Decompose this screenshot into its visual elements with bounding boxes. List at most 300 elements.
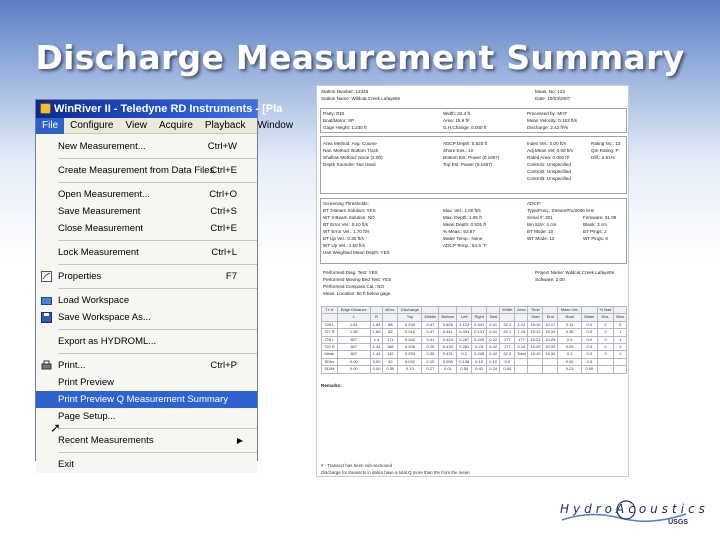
- table-cell: 0.41: [422, 336, 439, 343]
- table-subheader-row: [322, 314, 627, 321]
- menu-item-label: Properties: [58, 271, 102, 282]
- table-cell: 177: [500, 336, 515, 343]
- adcp-type-freq: Type/Freq.: StreamPro/2000 kHz: [527, 208, 595, 213]
- measurement-summary-report: [316, 85, 629, 477]
- table-cell: 726 L: [322, 321, 338, 328]
- table-cell: 10:25: [543, 336, 558, 343]
- adcp-serial: Serial #: 301: [527, 215, 553, 220]
- menu-playback[interactable]: Playback: [204, 120, 246, 131]
- table-cell: [614, 366, 627, 373]
- depth-sounder: Depth Sounder: Not Used: [323, 162, 376, 167]
- meas-date: Date: 10/03/2007: [535, 96, 571, 101]
- table-cell: [457, 307, 472, 314]
- adj-mean-vel: Adj.Mean Vel: 0.00 ft/s: [527, 148, 573, 153]
- table-cell: 0.00: [500, 366, 515, 373]
- adcp-depth: ADCP Depth: 0.820 ft: [443, 141, 488, 146]
- table-cell: 32.1: [500, 329, 515, 336]
- menu-separator: [58, 264, 257, 265]
- table-cell: 42: [383, 358, 398, 365]
- table-cell: 32.1: [500, 321, 515, 328]
- table-cell: 0.23: [472, 343, 487, 350]
- adcp-label: ADCP:: [527, 201, 542, 206]
- table-cell: 1: [614, 329, 627, 336]
- table-cell: 0.245: [472, 351, 487, 358]
- printer-icon: [41, 360, 52, 371]
- table-cell: Width: [500, 307, 515, 314]
- table-cell: Bins: [614, 314, 627, 321]
- footnote-subsectioned: # - Transect has been sub-sectioned: [321, 463, 393, 468]
- table-cell: 0.10: [472, 358, 487, 365]
- table-cell: 0.10: [422, 358, 439, 365]
- table-cell: [383, 314, 398, 321]
- table-cell: [614, 307, 627, 314]
- bt-error-vel: BT Error Vel.: 0.10 ft/s: [323, 222, 369, 227]
- table-row: [322, 336, 627, 343]
- menu-item-shortcut: Ctrl+O: [209, 189, 237, 200]
- wt-error-vel: WT Error Vel.: 1.70 ft/s: [323, 229, 370, 234]
- table-cell: 168: [383, 343, 398, 350]
- table-cell: 15:19: [543, 329, 558, 336]
- table-cell: 2.9: [558, 336, 582, 343]
- menu-item-print-preview-q-summary[interactable]: [36, 391, 257, 408]
- menu-separator: [58, 288, 257, 289]
- menu-separator: [58, 240, 257, 241]
- table-cell: Top: [398, 314, 422, 321]
- menu-acquire[interactable]: Acquire: [158, 120, 193, 131]
- table-cell: 0.138: [457, 358, 472, 365]
- table-cell: 0.23: [558, 366, 582, 373]
- usgs-mark: USGS: [668, 519, 688, 526]
- logo-wordmark: HydroAcoustics: [560, 502, 709, 516]
- menu-item-shortcut: Ctrl+P: [210, 360, 237, 371]
- winriver-window: [35, 99, 294, 470]
- menu-item-new-measurement[interactable]: [36, 138, 257, 155]
- table-cell: Right: [472, 314, 487, 321]
- table-cell: 1.123: [457, 321, 472, 328]
- menu-bar: [36, 118, 294, 134]
- bt-3beam: BT 3-Beam Solution: YES: [323, 208, 376, 213]
- table-cell: 1.65: [370, 329, 382, 336]
- menu-view[interactable]: View: [125, 120, 147, 131]
- table-cell: [515, 358, 528, 365]
- table-cell: 728 L: [322, 336, 338, 343]
- menu-item-create-measurement[interactable]: [36, 162, 257, 179]
- table-cell: 0.22: [487, 336, 500, 343]
- bottom-est: Bottom Est: Power (0.1667): [443, 155, 500, 160]
- rated-area: Rated Area: 0.000 ft²: [527, 155, 570, 160]
- table-cell: 0.229: [472, 336, 487, 343]
- control-1: Control1: Unspecified: [527, 162, 571, 167]
- table-cell: 0.441: [472, 321, 487, 328]
- water-temp: Water Temp.: None: [443, 236, 483, 241]
- wt-pings: WT Pings: 6: [583, 236, 608, 241]
- table-cell: 0.00: [337, 358, 370, 365]
- table-cell: 1.13: [515, 321, 528, 328]
- table-cell: 32.3: [500, 351, 515, 358]
- info-party: Party: RDI: [323, 111, 345, 116]
- table-cell: Discharge: [398, 307, 422, 314]
- table-cell: 727 R: [322, 329, 338, 336]
- rating-no: Rating No.: 13: [591, 141, 621, 146]
- table-cell: 607: [337, 343, 370, 350]
- table-row: [322, 366, 627, 373]
- menu-window[interactable]: Window: [257, 120, 294, 131]
- info-discharge: Discharge: 2.43 ft³/s: [527, 125, 569, 130]
- bt-pings: BT Pings: 2: [583, 229, 607, 234]
- table-cell: 15:10: [528, 321, 543, 328]
- table-cell: 1.44: [370, 351, 382, 358]
- menu-file[interactable]: File: [36, 118, 64, 134]
- table-row: [322, 321, 627, 328]
- table-cell: Mean: [322, 351, 338, 358]
- menu-item-label: Print...: [58, 360, 86, 371]
- table-cell: 0.431: [457, 329, 472, 336]
- table-cell: 0.54: [457, 366, 472, 373]
- info-gh-change: G.H.Change: 0.000 ft: [443, 125, 487, 130]
- info-area: Area: 15.9 ft²: [443, 118, 470, 123]
- properties-icon: [41, 271, 52, 282]
- info-gage-height: Gage Height: 1.230 ft: [323, 125, 367, 130]
- table-cell: Edge Distance: [337, 307, 370, 314]
- table-cell: [322, 314, 338, 321]
- hydroacoustics-logo: [560, 490, 709, 530]
- table-cell: 15:29: [528, 343, 543, 350]
- window-titlebar[interactable]: [36, 100, 283, 118]
- table-cell: 0.0: [582, 358, 597, 365]
- table-cell: 0.41: [487, 329, 500, 336]
- info-mean-velocity: Mean Velocity: 0.153 ft/s: [527, 118, 578, 123]
- table-cell: [439, 307, 457, 314]
- screening-block: [320, 198, 627, 264]
- compass-cal: Performed Compass Cal.: NO: [323, 284, 385, 289]
- menu-item-print[interactable]: [36, 357, 257, 374]
- menu-item-shortcut: F7: [225, 271, 237, 282]
- table-cell: SDev: [322, 358, 338, 365]
- nav-method: Nav. Method: Bottom Track: [323, 148, 379, 153]
- table-cell: Water: [582, 314, 597, 321]
- shore-ens: Shore Ens.: 10: [443, 148, 474, 153]
- max-depth: Max. Depth: 1.95 ft: [443, 215, 482, 220]
- table-cell: 171: [383, 336, 398, 343]
- table-cell: 0.01: [439, 366, 457, 373]
- menu-item-label: Exit: [58, 459, 74, 470]
- table-cell: 0.0: [582, 329, 597, 336]
- menu-item-label: Export as HYDROML...: [58, 336, 157, 347]
- table-row: [322, 358, 627, 365]
- table-cell: 0.42: [487, 343, 500, 350]
- table-cell: L: [337, 314, 370, 321]
- menu-item-shortcut: Ctrl+W: [207, 141, 237, 152]
- menu-item-close-measurement[interactable]: [36, 220, 257, 237]
- table-cell: 0.2: [457, 351, 472, 358]
- menu-item-label: Print Preview: [58, 377, 114, 388]
- table-cell: 0.41: [487, 321, 500, 328]
- menu-item-label: Close Measurement: [58, 223, 144, 234]
- weighted-mean-depth: Use Weighted Mean Depth: YES: [323, 250, 390, 255]
- table-row: [322, 351, 627, 358]
- table-cell: 0.281: [457, 343, 472, 350]
- menu-item-open-measurement[interactable]: [36, 186, 257, 203]
- table-cell: 0.826: [439, 321, 457, 328]
- table-cell: 0.00: [370, 358, 382, 365]
- table-cell: [528, 358, 543, 365]
- info-width: Width: 32.4 ft: [443, 111, 471, 116]
- menu-item-label: Save Workspace As...: [58, 312, 151, 323]
- table-cell: 0.11: [558, 321, 582, 328]
- menu-item-exit[interactable]: [36, 456, 257, 473]
- table-cell: Total: [487, 314, 500, 321]
- table-cell: 0.253: [398, 351, 422, 358]
- table-cell: 0: [597, 336, 614, 343]
- table-cell: 0.47: [422, 329, 439, 336]
- menu-item-label: New Measurement...: [58, 141, 146, 152]
- table-cell: Total: [515, 351, 528, 358]
- table-cell: 0.431: [439, 351, 457, 358]
- table-cell: 0.35: [558, 329, 582, 336]
- max-vel: Max. Vel.: 1.00 ft/s: [443, 208, 481, 213]
- screening-title: Screening Thresholds:: [323, 201, 369, 206]
- table-cell: Boat: [558, 314, 582, 321]
- window-title: WinRiver II - Teledyne RD Instruments - [Pla: [54, 103, 283, 115]
- table-cell: 0.005: [439, 358, 457, 365]
- station-number: Station Number: 12345: [321, 89, 369, 94]
- table-cell: 0: [597, 329, 614, 336]
- adcp-blank: Blank: 3 cm: [583, 222, 607, 227]
- table-cell: 0.47: [422, 321, 439, 328]
- meas-location: Meas. Location: 50 ft below gage: [323, 291, 391, 296]
- adcp-firmware: Firmware: 31.08: [583, 215, 617, 220]
- menu-item-shortcut: Ctrl+L: [211, 247, 237, 258]
- control-3: Control3: Unspecified: [527, 176, 571, 181]
- table-cell: [582, 307, 597, 314]
- table-cell: 10:17: [543, 321, 558, 328]
- table-cell: 607: [337, 351, 370, 358]
- table-cell: 0.1: [558, 351, 582, 358]
- menu-item-shortcut: Ctrl+S: [210, 206, 237, 217]
- info-block: [320, 108, 627, 133]
- table-cell: Area: [515, 307, 528, 314]
- table-cell: [543, 358, 558, 365]
- info-processed-by: Processed by: MHT: [527, 111, 568, 116]
- table-cell: 0.226: [398, 343, 422, 350]
- bt-mode: BT Mode: 10: [527, 229, 554, 234]
- meas-no: Meas. No: 123: [535, 89, 565, 94]
- table-cell: 0.0: [582, 343, 597, 350]
- table-cell: End: [543, 314, 558, 321]
- table-row: [322, 329, 627, 336]
- menu-separator: [58, 182, 257, 183]
- station-name: Station Name: Wildcat Creek Lafayette: [321, 96, 401, 101]
- table-cell: 0.24: [487, 366, 500, 373]
- menu-item-label: Create Measurement from Data Files: [58, 165, 215, 176]
- table-cell: 1.4: [370, 336, 382, 343]
- table-cell: [528, 366, 543, 373]
- table-cell: 0.00: [337, 366, 370, 373]
- method-block: [320, 136, 627, 194]
- table-cell: 0.35: [422, 351, 439, 358]
- area-method: Area Method: Avg. Course: [323, 141, 377, 146]
- table-cell: 0.41: [472, 366, 487, 373]
- footnote-italics: Discharge for transects in italics have a total Q more than 5% from the mean: [321, 470, 470, 475]
- table-row: [322, 343, 627, 350]
- table-cell: 1.44: [370, 343, 382, 350]
- diff-percent: Diff.: 2.51%: [591, 155, 615, 160]
- qm-rating: Qm Rating: P: [591, 148, 619, 153]
- control-2: Control2: Unspecified: [527, 169, 571, 174]
- table-cell: Tr. #: [322, 307, 338, 314]
- table-cell: Mean Vel.: [558, 307, 582, 314]
- table-cell: 0.267: [457, 336, 472, 343]
- table-cell: Left: [457, 314, 472, 321]
- table-cell: 0.30: [383, 366, 398, 373]
- menu-item-export-hydroml[interactable]: [36, 333, 257, 350]
- menu-separator: [58, 158, 257, 159]
- percent-meas: % Meas.: 53.87: [443, 229, 475, 234]
- table-cell: 0.0: [582, 351, 597, 358]
- table-cell: 0.0: [582, 321, 597, 328]
- table-cell: Time: [528, 307, 543, 314]
- table-cell: 0.0: [582, 336, 597, 343]
- file-menu-dropdown: [36, 134, 257, 473]
- table-cell: 0.032: [398, 358, 422, 365]
- table-cell: SD/M: [322, 366, 338, 373]
- menu-item-label: Recent Measurements: [58, 435, 154, 446]
- table-cell: Middle: [422, 314, 439, 321]
- table-cell: 1: [614, 351, 627, 358]
- software-version: Software: 2.00: [535, 277, 565, 282]
- table-cell: 0: [597, 343, 614, 350]
- table-cell: 0.09: [558, 343, 582, 350]
- menu-separator: [58, 329, 257, 330]
- table-cell: [543, 307, 558, 314]
- table-cell: 1.15: [515, 329, 528, 336]
- table-cell: 142: [383, 351, 398, 358]
- menu-item-page-setup[interactable]: [36, 408, 257, 425]
- table-cell: 0.27: [422, 366, 439, 373]
- remarks-label: Remarks:: [321, 383, 342, 388]
- moving-bed-test: Performed Moving Bed Test: YES: [323, 277, 392, 282]
- table-header-row: [322, 307, 627, 314]
- menu-separator: [58, 353, 257, 354]
- table-cell: 15:34: [543, 351, 558, 358]
- menu-item-label: Print Preview Q Measurement Summary: [58, 394, 228, 405]
- table-cell: 0: [614, 321, 627, 328]
- table-cell: [515, 366, 528, 373]
- menu-item-load-workspace[interactable]: [36, 292, 257, 309]
- top-est: Top Est: Power (0.1667): [443, 162, 493, 167]
- menu-item-lock-measurement[interactable]: [36, 244, 257, 261]
- table-cell: 88: [383, 321, 398, 328]
- table-cell: [614, 358, 627, 365]
- table-cell: [543, 366, 558, 373]
- mean-depth: Mean Depth: 0.501 ft: [443, 222, 486, 227]
- table-cell: [515, 314, 528, 321]
- table-cell: 0.0: [500, 358, 515, 365]
- index-vel: Index Vel.: 0.00 ft/s: [527, 141, 567, 146]
- table-cell: 0.316: [398, 329, 422, 336]
- table-cell: % Bad: [597, 307, 614, 314]
- table-cell: [500, 314, 515, 321]
- floppy-disk-icon: [41, 312, 52, 323]
- menu-configure[interactable]: Configure: [70, 120, 114, 131]
- menu-item-print-preview[interactable]: [36, 374, 257, 391]
- table-cell: Ens.: [597, 314, 614, 321]
- menu-item-save-workspace-as[interactable]: [36, 309, 257, 326]
- table-cell: 0.424: [439, 336, 457, 343]
- menu-separator: [58, 428, 257, 429]
- menu-item-label: Save Measurement: [58, 206, 141, 217]
- table-cell: 0.00: [370, 366, 382, 373]
- table-cell: 1: [614, 343, 627, 350]
- table-cell: 1.55: [337, 329, 370, 336]
- bt-up-vel: BT Up Vel.: 0.30 ft/s: [323, 236, 364, 241]
- table-cell: Start: [528, 314, 543, 321]
- app-icon: [40, 103, 51, 114]
- table-cell: 1.64: [370, 321, 382, 328]
- table-cell: 0.10: [487, 358, 500, 365]
- submenu-arrow-icon: ▶: [236, 436, 243, 445]
- menu-item-recent-measurements[interactable]: [36, 432, 257, 449]
- table-cell: 0.441: [439, 329, 457, 336]
- mouse-cursor-icon: ➚: [50, 420, 61, 435]
- table-cell: 0.131: [472, 329, 487, 336]
- table-cell: 1.61: [337, 321, 370, 328]
- table-cell: 15:23: [528, 336, 543, 343]
- transect-table: [321, 306, 627, 374]
- table-cell: 15:10: [528, 351, 543, 358]
- table-cell: 0.239: [398, 321, 422, 328]
- menu-item-label: Page Setup...: [58, 411, 116, 422]
- menu-item-shortcut: Ctrl+E: [210, 165, 237, 176]
- table-cell: 0: [597, 351, 614, 358]
- project-name: Project Name: Wildcat Creek Lafayette: [535, 270, 615, 275]
- adcp-bin-size: Bin Size: 4 cm: [527, 222, 557, 227]
- slide-title: Discharge Measurement Summary: [35, 38, 685, 77]
- table-cell: [597, 358, 614, 365]
- menu-item-label: Lock Measurement: [58, 247, 139, 258]
- diag-test: Performed Diag. Test: YES: [323, 270, 378, 275]
- table-cell: R: [370, 314, 382, 321]
- adcp-temp: ADCP Temp.: 64.5 °F: [443, 243, 487, 248]
- menu-item-label: Load Workspace: [58, 295, 130, 306]
- wt-up-vel: WT Up Vel.: 1.50 ft/s: [323, 243, 366, 248]
- info-boat: Boat/Motor: SP: [323, 118, 355, 123]
- table-cell: 15:33: [543, 343, 558, 350]
- menu-separator: [58, 452, 257, 453]
- table-cell: 0.13: [398, 366, 422, 373]
- table-cell: #Ens.: [383, 307, 398, 314]
- menu-item-properties[interactable]: [36, 268, 257, 285]
- folder-icon: [41, 295, 52, 306]
- menu-item-shortcut: Ctrl+E: [210, 223, 237, 234]
- table-cell: [422, 307, 439, 314]
- table-cell: 0.26: [422, 343, 439, 350]
- table-cell: Bottom: [439, 314, 457, 321]
- table-cell: 177: [515, 336, 528, 343]
- wt-3beam: WT 3-Beam Solution: NO: [323, 215, 375, 220]
- table-cell: 0.02: [558, 358, 582, 365]
- table-cell: 0.14: [515, 343, 528, 350]
- table-cell: 0.262: [398, 336, 422, 343]
- menu-item-save-measurement[interactable]: [36, 203, 257, 220]
- wt-mode: WT Mode: 12: [527, 236, 555, 241]
- table-cell: [597, 366, 614, 373]
- table-cell: 729 R: [322, 343, 338, 350]
- table-cell: 82: [383, 329, 398, 336]
- shallow-method: Shallow Method: None (2.0ft): [323, 155, 383, 160]
- table-cell: 15:12: [528, 329, 543, 336]
- table-cell: [370, 307, 382, 314]
